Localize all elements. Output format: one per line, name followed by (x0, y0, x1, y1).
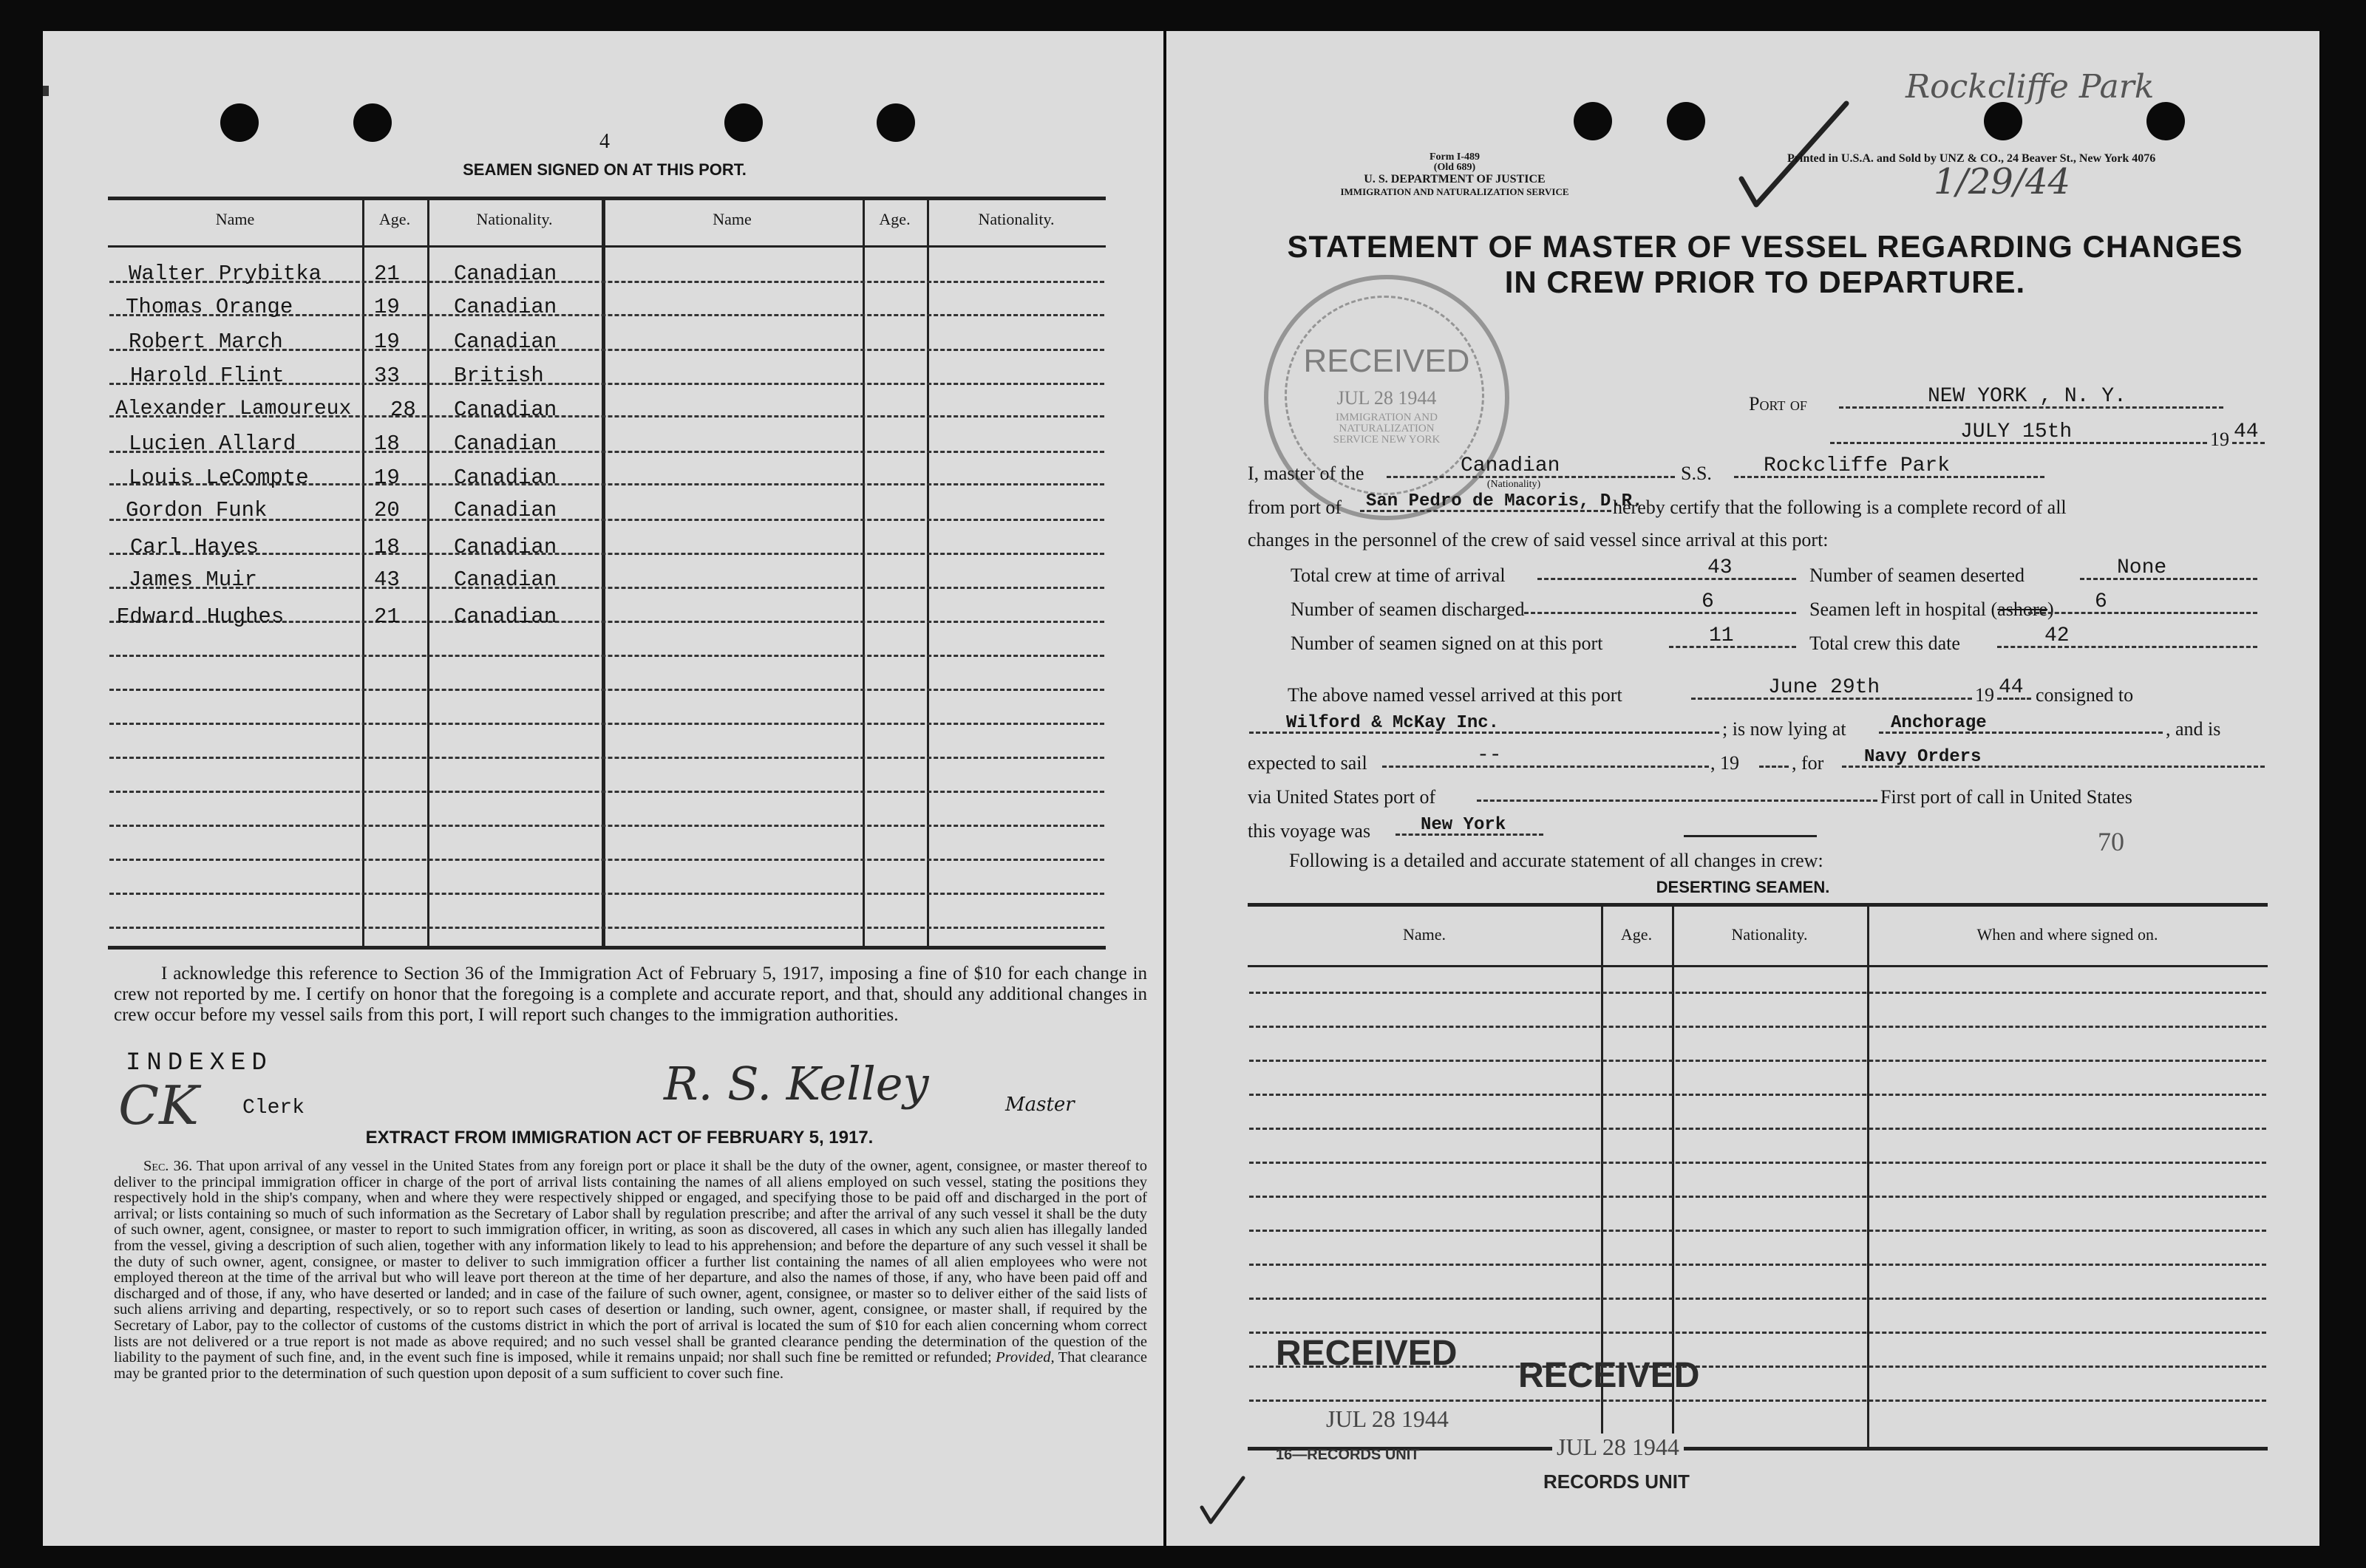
seaman-age: 21 (374, 262, 400, 286)
discharged-value: 6 (1702, 590, 1714, 613)
row-line (109, 791, 1104, 793)
edge-mark (43, 86, 49, 96)
section-label: Sec. 36. (143, 1158, 193, 1174)
date-year-field (2232, 417, 2265, 444)
seaman-name: Thomas Orange (126, 295, 293, 319)
row-line (1249, 1128, 2266, 1130)
desert-table-header-rule (1248, 965, 2268, 967)
seaman-age: 28 (390, 398, 416, 422)
extract-title: EXTRACT FROM IMMIGRATION ACT OF FEBRUARY 5, 1917. (365, 1128, 874, 1148)
received-stamp-2-date: JUL 28 1944 (1552, 1434, 1684, 1461)
punch-hole (220, 103, 259, 142)
form-old: (Old 689) (1433, 162, 1476, 173)
punch-hole (353, 103, 392, 142)
column-divider (602, 197, 605, 946)
deserted-value: None (2117, 556, 2167, 579)
header-name: Name (215, 210, 255, 228)
row-line (109, 655, 1104, 657)
total-date-label: Total crew this date (1809, 633, 1960, 654)
seaman-nationality: British (454, 364, 544, 388)
arrived-year: 44 (1999, 676, 2024, 699)
consignee-field (1249, 706, 1719, 734)
voyage-value: New York (1421, 815, 1506, 835)
seaman-nationality: Canadian (454, 330, 557, 354)
desert-header-name: Name. (1402, 925, 1447, 944)
row-line (109, 893, 1104, 895)
section-body-end: That clearance may be granted prior to the determination of such question upon deposit of a sum sufficient to cover such fine. (114, 1349, 1147, 1382)
title-line-1: STATEMENT OF MASTER OF VESSEL REGARDING CHANGES (1287, 229, 2243, 264)
from-port-field (1360, 485, 1643, 512)
header-name-2: Name (713, 210, 752, 228)
records-unit-2: RECORDS UNIT (1543, 1470, 1690, 1493)
signed-on-value: 11 (1709, 624, 1734, 647)
deserting-title: DESERTING SEAMEN. (1656, 878, 1830, 896)
hospital-value: 6 (2095, 590, 2107, 613)
table-top-rule (108, 197, 1106, 200)
hospital-field (2028, 587, 2257, 614)
records-unit-1: 16—RECORDS UNIT (1276, 1447, 1420, 1463)
seaman-age: 33 (374, 364, 400, 388)
row-line (109, 859, 1104, 861)
header-age: Age. (378, 210, 411, 228)
table-bottom-rule (108, 946, 1106, 950)
service: IMMIGRATION AND NATURALIZATION SERVICE (1340, 186, 1569, 197)
nationality-field (1387, 451, 1675, 478)
nationality-value: Canadian (1461, 454, 1560, 477)
expected-value: -- (1477, 744, 1502, 767)
form-number: Form I-489 (1429, 151, 1481, 163)
seaman-name: James Muir (129, 567, 258, 592)
department: U. S. DEPARTMENT OF JUSTICE (1364, 173, 1546, 185)
discharged-label: Number of seamen discharged (1291, 599, 1525, 620)
lying-label: ; is now lying at (1722, 718, 1846, 740)
seaman-age: 21 (374, 604, 400, 629)
header-age-2: Age. (879, 210, 911, 228)
hospital-label-group (1809, 599, 2054, 621)
date-year-prefix: 19 (2210, 429, 2229, 450)
port-value: NEW YORK , N. Y. (1928, 385, 2127, 408)
seaman-age: 19 (374, 330, 400, 354)
for-label: , for (1792, 752, 1824, 774)
seaman-name: Edward Hughes (117, 604, 285, 629)
for-value: Navy Orders (1864, 747, 1982, 767)
total-arrival-label: Total crew at time of arrival (1291, 565, 1506, 586)
seaman-age: 19 (374, 295, 400, 319)
column-divider (362, 197, 364, 946)
provided-label: Provided, (996, 1349, 1055, 1366)
printer-note: Printed in U.S.A. and Sold by UNZ & CO., 24 Beaver St., New York 4076 (1787, 152, 2156, 165)
seaman-nationality: Canadian (454, 262, 557, 286)
punch-hole (1574, 102, 1612, 140)
date-value: JULY 15th (1960, 420, 2073, 443)
seaman-name: Carl Hayes (130, 535, 259, 559)
acknowledgement-text: I acknowledge this reference to Section 36 of the Immigration Act of February 5, 1917, imposing a fine of $10 for each change in crew not reported by me. I certify on honor that the foregoing is a complete and accurate report, and that, should any additional changes in crew occur before my vessel sails from this port, I will report such changes to the immigration authorities. (114, 964, 1147, 1025)
row-line (1249, 1400, 2266, 1402)
clerk-label: Clerk (242, 1097, 305, 1119)
date-annotation: 1/29/44 (1934, 161, 2071, 202)
ss-label: S.S. (1681, 463, 1712, 484)
row-line (1249, 1026, 2266, 1028)
header-nationality: Nationality. (476, 210, 553, 228)
lying-value: Anchorage (1891, 713, 1987, 733)
seaman-age: 20 (374, 498, 400, 522)
date-field (1830, 417, 2207, 444)
deserted-field (2080, 553, 2257, 580)
for-field (1842, 740, 2265, 768)
table-header-rule (108, 245, 1106, 248)
signed-on-field (1669, 621, 1796, 648)
seaman-name: Louis LeCompte (129, 466, 309, 490)
punch-hole (2146, 102, 2185, 140)
stamp-date-text: JUL 28 1944 (1336, 387, 1437, 409)
row-line (109, 757, 1104, 759)
form-id (1373, 152, 1536, 173)
row-line (109, 689, 1104, 691)
expected-field (1382, 740, 1709, 768)
received-stamp-1: RECEIVED (1276, 1334, 1458, 1373)
column-divider (863, 197, 865, 946)
signed-on-label: Number of seamen signed on at this port (1291, 633, 1603, 654)
and-is-label: , and is (2166, 718, 2221, 740)
hospital-label: Seamen left in hospital ( (1809, 599, 1998, 620)
seaman-name: Harold Flint (130, 364, 285, 388)
master-signature: R. S. Kelley (664, 1057, 929, 1111)
master-label: Master (1005, 1094, 1075, 1116)
row-line (109, 587, 1104, 589)
total-arrival-value: 43 (1707, 556, 1733, 579)
section-36-text (114, 1159, 1147, 1382)
total-date-value: 42 (2044, 624, 2070, 647)
hospital-close: ) (2047, 599, 2054, 620)
desert-header-age: Age. (1620, 925, 1653, 944)
seaman-nationality: Canadian (454, 567, 557, 592)
vessel-name-field (1734, 451, 2044, 478)
row-line (1249, 1094, 2266, 1096)
title-line-2: IN CREW PRIOR TO DEPARTURE. (1504, 265, 2026, 299)
table-title: SEAMEN SIGNED ON AT THIS PORT. (463, 160, 747, 179)
seaman-name: Robert March (129, 330, 283, 354)
changes-text: changes in the personnel of the crew of said vessel since arrival at this port: (1248, 529, 1829, 550)
via-label: via United States port of (1248, 786, 1436, 808)
lying-field (1879, 706, 2163, 734)
consignee-value: Wilford & McKay Inc. (1286, 713, 1500, 733)
right-page (1166, 31, 2319, 1546)
seaman-nationality: Canadian (454, 498, 557, 522)
vessel-name: Rockcliffe Park (1764, 454, 1951, 477)
consigned-label: consigned to (2036, 684, 2134, 706)
master-of-label: I, master of the (1248, 463, 1364, 484)
seaman-nationality: Canadian (454, 466, 557, 490)
seaman-name: Alexander Lamoureux (115, 398, 352, 420)
following-text: Following is a detailed and accurate statement of all changes in crew: (1289, 850, 1823, 871)
port-label: Port of (1749, 393, 1807, 415)
from-port-value: San Pedro de Macoris, D.R. (1366, 491, 1643, 511)
arrived-field (1691, 672, 1972, 700)
row-line (1249, 1230, 2266, 1232)
punch-hole (877, 103, 915, 142)
first-port-label: First port of call in United States (1880, 786, 2132, 808)
deserted-label: Number of seamen deserted (1809, 565, 2025, 586)
section-body: That upon arrival of any vessel in the United States from any foreign port or place it shall be the duty of the owner, agent, consignee, or master thereof to deliver to the principal immigration officer in charge of the port of arrival lists containing the names of all aliens employed on such vessel, stating the positions they respectively hold in the ship's company, when and where they were respectively shipped or engaged, and specifying those to be paid off and discharged in the port of arrival; or lists containing so much of such information as the Secretary of Labor shall by regulation prescribe; and after the arrival of any such vessel it shall be the duty of such owner, agent, consignee, or master to report to such immigration officer, in writing, as soon as discovered, all cases in which any such alien has illegally landed from the vessel, giving a description of such alien, together with any information likely to lead to his apprehension; and before the departure of any such vessel it shall be the duty of such owner, agent, consignee, or master to deliver to such immigration officer a further list containing the names of all alien employees who were not employed thereon at the time of the arrival but who will leave port thereon at the time of her departure, and also the names of those, if any, who have been paid off and discharged and of those, if any, who have deserted or landed; and in case of the failure of such owner, agent, consignee, or master so to deliver either of the said lists of such aliens arriving and departing, respectively, or so to report such cases of desertion or landing, such owner, agent, consignee, or master shall, if required by the Secretary of Labor, pay to the collector of customs of the customs district in which the port of arrival is located the sum of $10 for each alien concerning whom correct lists are not delivered or a true report is not made as above required; and no such vessel shall be granted clearance pending the determination of the question of the liability to the payment of such fine, and, in the event such fine is imposed, while it remains unpaid; nor shall such fine be remitted or refunded; (114, 1158, 1147, 1366)
punch-hole (1984, 102, 2022, 140)
hospital-strike: ashore (1997, 599, 2048, 620)
seaman-name: Walter Prybitka (129, 262, 322, 286)
seaman-name: Gordon Funk (126, 498, 268, 522)
stamp-received-text: RECEIVED (1303, 343, 1470, 379)
total-date-field (1997, 621, 2257, 648)
seaman-age: 18 (374, 432, 400, 456)
header-nationality-2: Nationality. (978, 210, 1055, 228)
row-line (1249, 1162, 2266, 1164)
checkmark-icon (1197, 1472, 1249, 1531)
row-line (1249, 992, 2266, 994)
desert-table-top (1248, 903, 2268, 907)
seaman-nationality: Canadian (454, 535, 557, 559)
discharged-field (1524, 587, 1796, 614)
row-line (1249, 1298, 2266, 1300)
row-line (1249, 1196, 2266, 1198)
certify-text: hereby certify that the following is a complete record of all (1613, 497, 2067, 518)
received-stamp-2: RECEIVED (1518, 1356, 1700, 1395)
seaman-name: Lucien Allard (129, 432, 296, 456)
arrived-value: June 29th (1768, 676, 1880, 699)
left-page (43, 31, 1163, 1546)
page-number: 4 (599, 130, 610, 153)
port-field (1839, 381, 2223, 409)
seaman-nationality: Canadian (454, 398, 557, 422)
total-arrival-field (1537, 553, 1796, 580)
page-note: 70 (2098, 827, 2124, 856)
from-port-label: from port of (1248, 497, 1342, 518)
punch-hole (1667, 102, 1705, 140)
row-line (1249, 1264, 2266, 1266)
row-line (109, 723, 1104, 725)
row-line (1249, 1060, 2266, 1062)
row-line (109, 825, 1104, 827)
expected-year-field (1759, 740, 1789, 768)
seaman-nationality: Canadian (454, 604, 557, 629)
voyage-underline (1684, 835, 1817, 837)
arrived-year-prefix: 19 (1975, 684, 1994, 706)
seaman-nationality: Canadian (454, 432, 557, 456)
voyage-field (1396, 808, 1543, 836)
indexed-stamp: INDEXED (126, 1049, 273, 1077)
date-year: 44 (2234, 420, 2259, 443)
vessel-annotation: Rockcliffe Park (1906, 68, 2155, 106)
arrived-year-field (1997, 672, 2031, 700)
row-line (109, 927, 1104, 929)
desert-header-nationality: Nationality. (1731, 925, 1808, 944)
expected-year-prefix: , 19 (1710, 752, 1739, 774)
column-divider (927, 197, 929, 946)
nationality-caption: (Nationality) (1486, 479, 1541, 490)
seaman-age: 19 (374, 466, 400, 490)
voyage-label: this voyage was (1248, 820, 1371, 842)
desert-header-signed-on: When and where signed on. (1976, 925, 2158, 944)
punch-hole (724, 103, 763, 142)
expected-label: expected to sail (1248, 752, 1367, 774)
seaman-nationality: Canadian (454, 295, 557, 319)
seaman-age: 43 (374, 567, 400, 592)
stamp-office-text: IMMIGRATION AND NATURALIZATION SERVICE NEW YORK (1333, 412, 1441, 446)
via-field (1477, 774, 1877, 802)
seaman-age: 18 (374, 535, 400, 559)
arrived-label: The above named vessel arrived at this port (1288, 684, 1622, 706)
column-divider (427, 197, 429, 946)
clerk-initials: CK (118, 1074, 199, 1136)
received-stamp-1-date: JUL 28 1944 (1322, 1405, 1453, 1433)
